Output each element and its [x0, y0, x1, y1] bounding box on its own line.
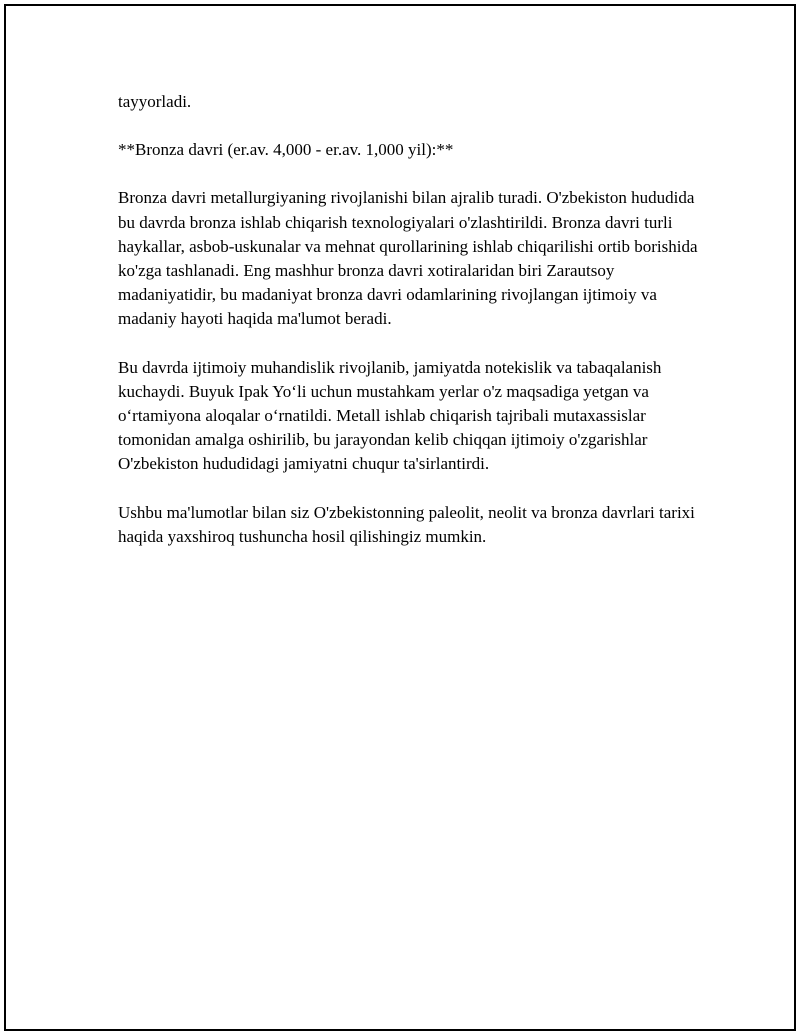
- paragraph-bronze-age-metallurgy: Bronza davri metallurgiyaning rivojlanishi bilan ajralib turadi. O'zbekiston hududida bu davrda bronza ishlab chiqarish texnologiyalari o'zlashtirildi. Bronza davri turli haykallar, asbob-uskunalar va mehnat qurollarining ishlab chiqarilishi ortib borishida ko'zga tashlanadi. Eng mashhur bronza davri xotiralaridan biri Zarautsoy madaniyatidir, bu madaniyat bronza davri odamlarining rivojlangan ijtimoiy va madaniy hayoti haqida ma'lumot beradi.: [118, 188, 698, 329]
- section-heading-bronze-age: **Bronza davri (er.av. 4,000 - er.av. 1,000 yil):**: [118, 140, 454, 160]
- paragraph-social-changes: Bu davrda ijtimoiy muhandislik rivojlanib, jamiyatda notekislik va tabaqalanish kuchaydi. Buyuk Ipak Yo‘li uchun mustahkam yerlar o'z maqsadiga yetgan va o‘rtamiyona aloqalar o‘rnatildi. Metall ishlab chiqarish tajribali mutaxassislar tomonidan amalga oshirilib, bu jarayondan kelib chiqqan ijtimoiy o'zgarishlar O'zbekiston hududidagi jamiyatni chuqur ta'sirlantirdi.: [118, 357, 662, 474]
- paragraph-conclusion: Ushbu ma'lumotlar bilan siz O'zbekistonning paleolit, neolit va bronza davrlari tarixi haqida yaxshiroq tushuncha hosil qilishingiz mumkin.: [118, 502, 695, 546]
- document-body: [118, 90, 698, 573]
- paragraph-continuation: tayyorladi.: [118, 92, 192, 111]
